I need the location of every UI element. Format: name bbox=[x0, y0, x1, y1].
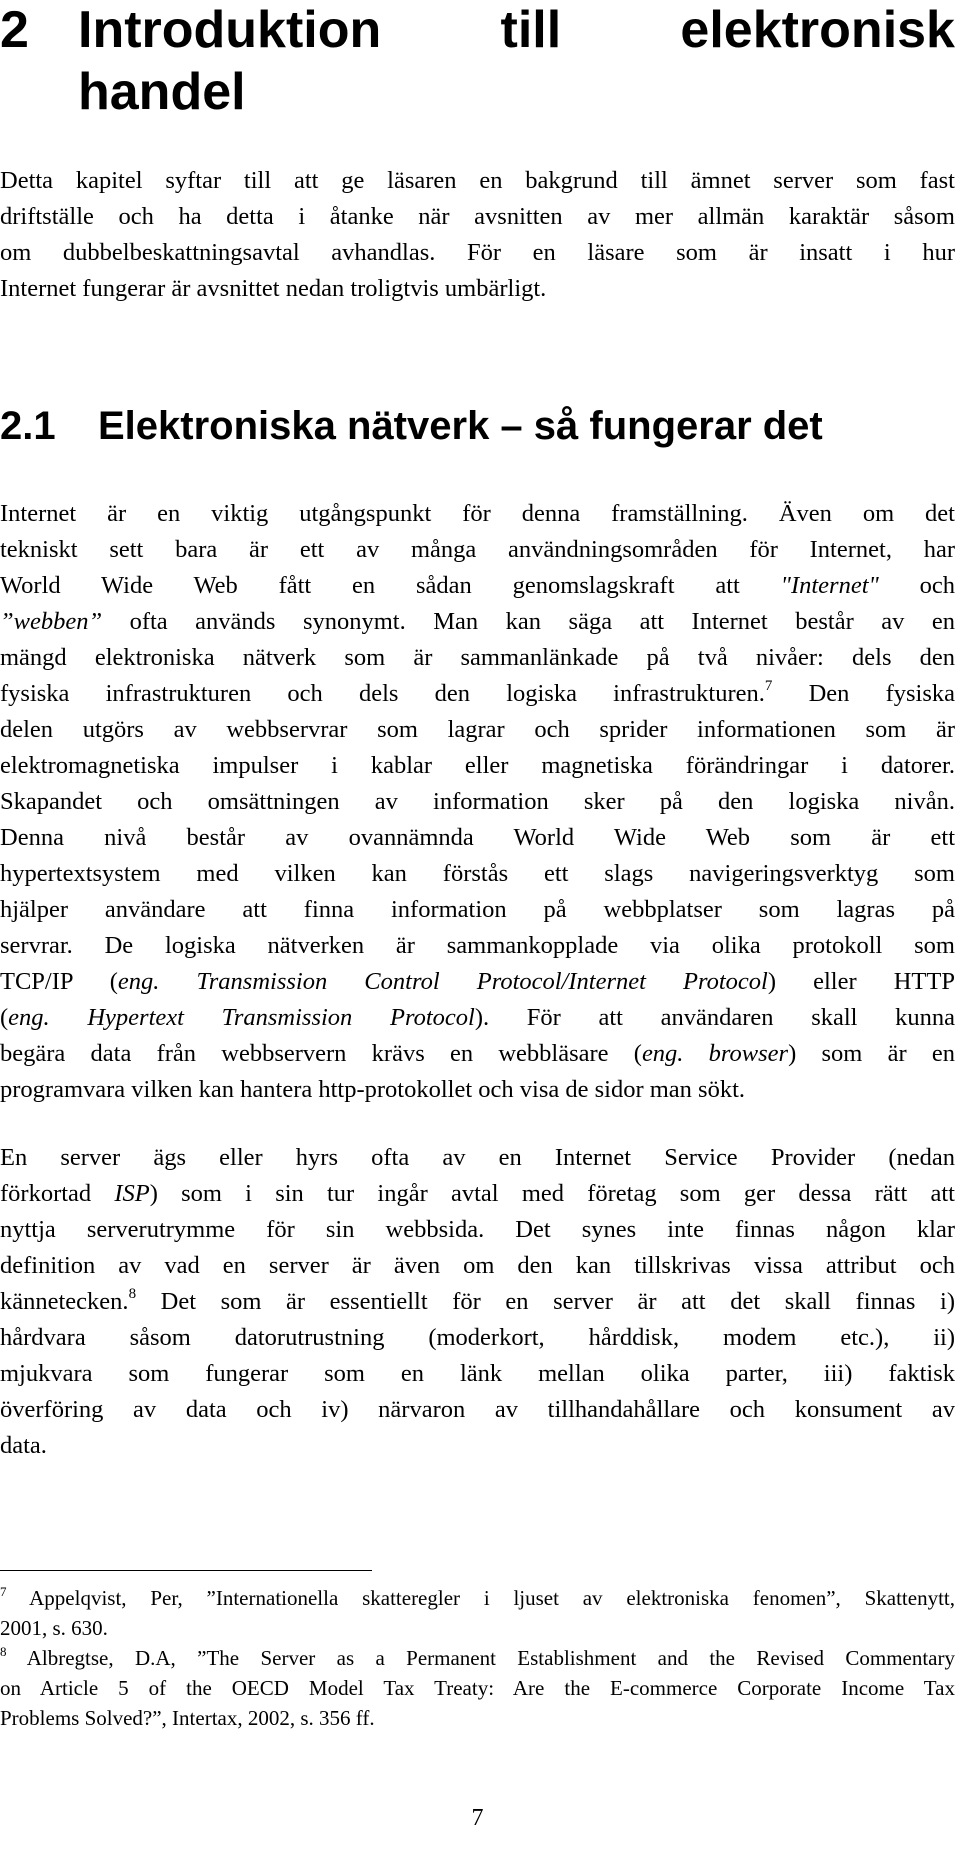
section-heading bbox=[0, 402, 823, 450]
text-line bbox=[0, 568, 955, 604]
italic-text: ”webben” bbox=[0, 608, 103, 635]
chapter-title-word: till bbox=[500, 1, 562, 59]
text-line: data. bbox=[0, 1432, 47, 1459]
text-line: driftställe och ha detta i åtanke när avsnitten av mer allmän karaktär såsom bbox=[0, 203, 955, 230]
italic-text: "Internet" bbox=[780, 572, 879, 599]
footnote-reference[interactable]: 7 bbox=[764, 678, 773, 694]
footnote-text: Albregtse, D.A, ”The Server as a Permanent Establishment and the Revised Commentary bbox=[26, 1646, 955, 1670]
footnote-line bbox=[0, 1583, 955, 1613]
text-line: hjälper användare att finna information på webbplatser som lagras på bbox=[0, 896, 955, 923]
text-run: TCP/IP ( bbox=[0, 968, 118, 995]
text-line: tekniskt sett bara är ett av många användningsområden för Internet, har bbox=[0, 536, 955, 563]
footnote-marker: 8 bbox=[0, 1644, 7, 1659]
section-title-text: Elektroniska nätverk – så fungerar det bbox=[98, 404, 823, 448]
footnote-line: Problems Solved?”, Intertax, 2002, s. 356 ff. bbox=[0, 1706, 375, 1730]
italic-text: eng. Hypertext Transmission Protocol bbox=[8, 1004, 475, 1031]
italic-text: ISP bbox=[114, 1180, 150, 1207]
footnote-separator bbox=[0, 1570, 372, 1571]
text-line: delen utgörs av webbservrar som lagrar och sprider informationen som är bbox=[0, 716, 955, 743]
footnote-8 bbox=[0, 1643, 955, 1733]
page-number: 7 bbox=[471, 1805, 484, 1831]
text-line: En server ägs eller hyrs ofta av en Internet Service Provider (nedan bbox=[0, 1144, 955, 1171]
text-line bbox=[0, 1000, 955, 1036]
text-line: överföring av data och iv) närvaron av tillhandahållare och konsument av bbox=[0, 1396, 955, 1423]
text-run: och bbox=[878, 572, 956, 599]
chapter-number: 2 bbox=[0, 1, 29, 59]
text-run: kännetecken. bbox=[0, 1288, 129, 1315]
footnote-marker: 7 bbox=[0, 1584, 7, 1599]
text-line bbox=[0, 1176, 955, 1212]
chapter-title-word: elektronisk bbox=[680, 1, 955, 59]
body-paragraph-1 bbox=[0, 496, 955, 1108]
text-run: World Wide Web fått en sådan genomslagskraft att bbox=[0, 572, 781, 599]
chapter-title-line-2: handel bbox=[78, 63, 246, 121]
italic-text: eng. browser bbox=[641, 1040, 789, 1067]
text-line bbox=[0, 1036, 955, 1072]
text-line bbox=[0, 604, 955, 640]
text-line bbox=[0, 676, 955, 712]
text-run: fysiska infrastrukturen och dels den logiska infrastrukturen. bbox=[0, 680, 765, 707]
text-run: begära data från webbservern krävs en webbläsare ( bbox=[0, 1040, 642, 1067]
text-run: Den fysiska bbox=[772, 680, 955, 707]
footnote-text: Appelqvist, Per, ”Internationella skatteregler i ljuset av elektroniska fenomen”, Skattenytt, bbox=[29, 1586, 955, 1610]
text-line: mjukvara som fungerar som en länk mellan olika parter, iii) faktisk bbox=[0, 1360, 955, 1387]
text-line bbox=[0, 1284, 955, 1320]
text-run: Det som är essentiellt för en server är att det skall finnas i) bbox=[136, 1288, 955, 1315]
text-line bbox=[0, 964, 955, 1000]
text-line: Detta kapitel syftar till att ge läsaren en bakgrund till ämnet server som fast bbox=[0, 167, 955, 194]
text-run: ofta används synonymt. Man kan säga att Internet består av en bbox=[102, 608, 955, 635]
footnote-7 bbox=[0, 1583, 955, 1643]
text-line: Denna nivå består av ovannämnda World Wide Web som är ett bbox=[0, 824, 955, 851]
text-line: elektromagnetiska impulser i kablar eller magnetiska förändringar i datorer. bbox=[0, 752, 955, 779]
body-paragraph-2 bbox=[0, 1140, 955, 1464]
text-run: ) som i sin tur ingår avtal med företag som ger dessa rätt att bbox=[149, 1180, 955, 1207]
chapter-title-word: Introduktion bbox=[78, 1, 382, 59]
text-line: Skapandet och omsättningen av information sker på den logiska nivån. bbox=[0, 788, 955, 815]
italic-text: eng. Transmission Control Protocol/Internet Protocol bbox=[117, 968, 768, 995]
text-run: ( bbox=[0, 1004, 9, 1031]
footnote-line bbox=[0, 1643, 955, 1673]
section-number: 2.1 bbox=[0, 404, 56, 448]
footnote-line: 2001, s. 630. bbox=[0, 1616, 108, 1640]
text-line: Internet fungerar är avsnittet nedan troligtvis umbärligt. bbox=[0, 275, 547, 302]
chapter-title-line-1 bbox=[78, 0, 955, 60]
text-line: nyttja serverutrymme för sin webbsida. Det synes inte finnas någon klar bbox=[0, 1216, 955, 1243]
text-run: ) eller HTTP bbox=[767, 968, 955, 995]
text-run: förkortad bbox=[0, 1180, 115, 1207]
text-line: Internet är en viktig utgångspunkt för denna framställning. Även om det bbox=[0, 500, 955, 527]
text-run: ). För att användaren skall kunna bbox=[474, 1004, 956, 1031]
footnote-line: on Article 5 of the OECD Model Tax Treaty: Are the E-commerce Corporate Income Tax bbox=[0, 1676, 955, 1700]
text-line: servrar. De logiska nätverken är sammankopplade via olika protokoll som bbox=[0, 932, 955, 959]
text-run: ) som är en bbox=[788, 1040, 955, 1067]
text-line: mängd elektroniska nätverk som är sammanlänkade på två nivåer: dels den bbox=[0, 644, 955, 671]
intro-paragraph bbox=[0, 163, 955, 307]
text-line: hårdvara såsom datorutrustning (moderkort, hårddisk, modem etc.), ii) bbox=[0, 1324, 955, 1351]
text-line: programvara vilken kan hantera http-protokollet och visa de sidor man sökt. bbox=[0, 1076, 746, 1103]
text-line: hypertextsystem med vilken kan förstås ett slags navigeringsverktyg som bbox=[0, 860, 955, 887]
text-line: om dubbelbeskattningsavtal avhandlas. För en läsare som är insatt i hur bbox=[0, 239, 955, 266]
text-line: definition av vad en server är även om den kan tillskrivas vissa attribut och bbox=[0, 1252, 955, 1279]
footnote-reference[interactable]: 8 bbox=[128, 1286, 137, 1302]
